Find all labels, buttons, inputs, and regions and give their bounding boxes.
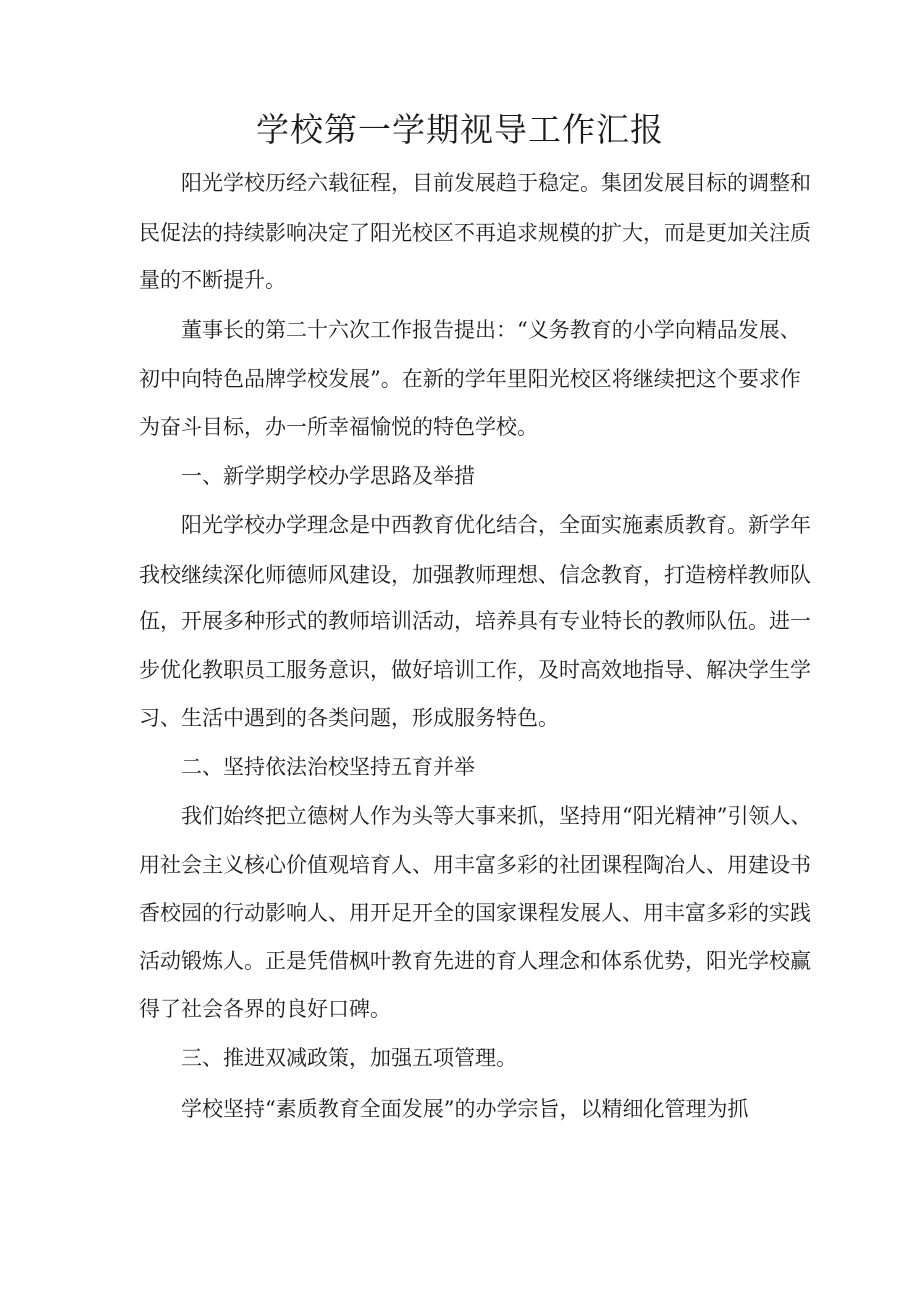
section-heading: 三、推进双减政策，加强五项管理。 <box>181 1046 517 1070</box>
paragraph-line: 阳光学校历经六载征程，目前发展趋于稳定。集团发展目标的调整和 <box>181 171 811 195</box>
paragraph-line: 阳光学校办学理念是中西教育优化结合，全面实施素质教育。新学年 <box>181 513 811 537</box>
paragraph-line: 伍，开展多种形式的教师培训活动，培养具有专业特长的教师队伍。进一 <box>139 609 811 633</box>
paragraph-line: 民促法的持续影响决定了阳光校区不再追求规模的扩大，而是更加关注质 <box>139 221 811 245</box>
paragraph-line: 学校坚持“素质教育全面发展”的办学宗旨，以精细化管理为抓 <box>181 1097 749 1121</box>
paragraph-line: 步优化教职员工服务意识，做好培训工作，及时高效地指导、解决学生学 <box>139 658 811 682</box>
paragraph-line: 我们始终把立德树人作为头等大事来抓，坚持用“阳光精神”引领人、 <box>181 804 812 828</box>
paragraph-line: 习、生活中遇到的各类问题，形成服务特色。 <box>139 706 559 730</box>
paragraph-line: 初中向特色品牌学校发展”。在新的学年里阳光校区将继续把这个要求作 <box>139 367 801 391</box>
paragraph-line: 量的不断提升。 <box>139 268 286 292</box>
paragraph-line: 得了社会各界的良好口碑。 <box>139 997 391 1021</box>
paragraph-line: 我校继续深化师德师风建设，加强教师理想、信念教育，打造榜样教师队 <box>139 563 811 587</box>
paragraph-line: 董事长的第二十六次工作报告提出：“义务教育的小学向精品发展、 <box>181 318 801 342</box>
section-heading: 一、新学期学校办学思路及举措 <box>181 464 475 488</box>
section-heading: 二、坚持依法治校坚持五育并举 <box>181 755 475 779</box>
paragraph-line: 为奋斗目标，办一所幸福愉悦的特色学校。 <box>139 415 538 439</box>
paragraph-line: 用社会主义核心价值观培育人、用丰富多彩的社团课程陶冶人、用建设书 <box>139 853 811 877</box>
paragraph-line: 香校园的行动影响人、用开足开全的国家课程发展人、用丰富多彩的实践 <box>139 901 811 925</box>
document-title: 学校第一学期视导工作汇报 <box>256 110 664 149</box>
paragraph-line: 活动锻炼人。正是凭借枫叶教育先进的育人理念和体系优势，阳光学校赢 <box>139 949 811 973</box>
